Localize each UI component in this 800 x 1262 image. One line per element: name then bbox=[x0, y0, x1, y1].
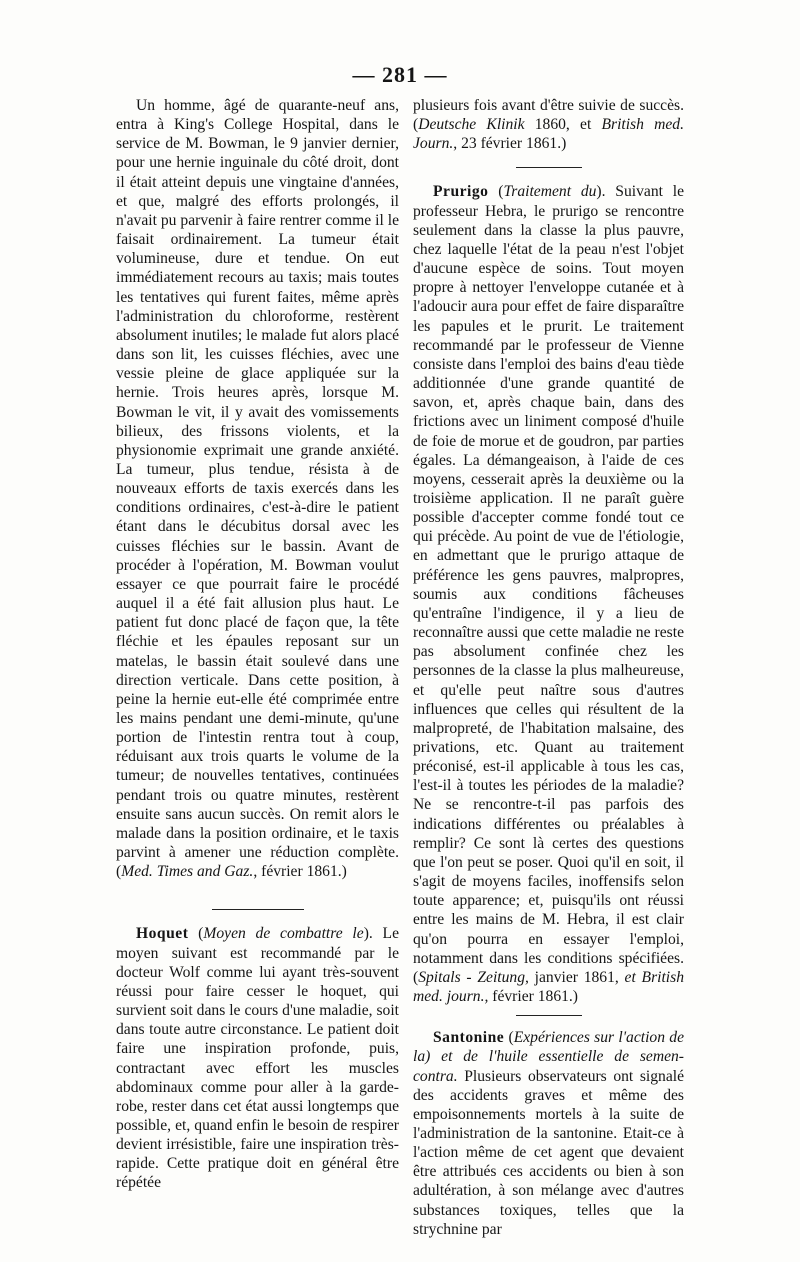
hoquet-body: Le moyen suivant est recommandé par le docteur Wolf comme lui ayant très-souvent réussi pour faire cesser le hoquet, qui survient soit dans le cours d'une maladie, soit dans toute autre circonstance. Le patient doit faire une inspiration profonde, puis, contractant avec effort les muscles abdominaux comme pour aller à la garde-robe, rester dans cet état aussi longtemps que possible, et, quand enfin le besoin de respirer devient irrésistible, faire une inspiration très-rapide. Cette pratique doit en général être répétée bbox=[116, 925, 400, 1192]
left-column bbox=[116, 96, 399, 1193]
prurigo-citation-date: février 1861.) bbox=[488, 988, 579, 1006]
section-divider bbox=[516, 1015, 582, 1016]
prurigo-citation-1: Spitals - Zeitung, bbox=[418, 968, 529, 986]
hoquet-subtitle: Moyen de combattre le bbox=[203, 925, 364, 943]
prurigo-body: Suivant le professeur Hebra, le prurigo se rencontre seulement dans la classe la plus pauvre, chez laquelle l'état de la peau n'est l'objet d'aucune espèce de soins. Tout moyen propre à nettoyer l'enveloppe cutanée et à l'adoucir aura pour effet de faire disparaître les papules et le prurit. Le traitement recommandé par le professeur de Vienne consiste dans l'emploi des bains d'eau tiède additionnée d'une grande quantité de savon, et, après chaque bain, dans des frictions avec un liniment composé d'huile de foie de morue et de goudron, par parties égales. La démangeaison, à l'aide de ces moyens, cesserait après la deuxième ou la troisième application. Il ne paraît guère possible d'accepter comme fondé tout ce qui précède. Au point de vue de l'étiologie, en admettant que le prurigo attaque de préférence les gens pauvres, malpropres, soumis aux conditions fâcheuses qu'entraîne l'indigence, il y a lieu de reconnaître aussi que cette maladie ne reste pas absolument confinée chez les personnes de la classe la plus malheureuse, et qu'elle peut naître sous d'autres influences que celles qui résultent de la malpropreté, de l'habitation malsaine, des privations, etc. Quant au traitement préconisé, est-il applicable à tous les cas, l'est-il à toutes les périodes de la maladie? Ne se rencontre-t-il pas parfois des indications différentes ou préalables à remplir? Ce sont là certes des questions que l'on peut se poser. Quoi qu'il en soit, il s'agit de moyens faciles, inoffensifs selon toute apparence; et, puisqu'ils ont réussi entre les mains de M. Hebra, il est clair qu'on pourra en essayer l'emploi, notamment dans les conditions spécifiées. ( bbox=[413, 183, 684, 986]
continuation-date: , 23 février 1861.) bbox=[453, 135, 567, 153]
section-divider bbox=[212, 909, 304, 910]
prurigo-paren-close: ). bbox=[596, 183, 606, 201]
santonine-subtitle: Expériences sur l'action de la) et de l'huile essentielle de semen-contra. bbox=[413, 1029, 685, 1085]
hernia-text: Un homme, âgé de quarante-neuf ans, entra à King's College Hospital, dans le service de M. Bowman, le 9 janvier dernier, pour une hernie inguinale du côté droit, dont il était atteint depuis une vingtaine d'années, et que, malgré des efforts prolongés, il n'avait pu parvenir à faire rentrer comme il le faisait ordinairement. La tumeur était volumineuse, dure et tendue. On eut immédiatement recours au taxis; mais toutes les tentatives qui furent faites, même après l'administration du chloroforme, restèrent absolument inutiles; le malade fut alors placé dans son lit, les cuisses fléchies, avec une vessie pleine de glace appliquée sur la hernie. Trois heures après, lorsque M. Bowman le vit, il y avait des vomissements bilieux, des frissons violents, et la physionomie exprimait une grande anxiété. La tumeur, plus tendue, résista à de nouveaux efforts de taxis exercés dans les conditions ordinaires, c'est-à-dire le patient étant dans le décubitus dorsal avec les cuisses fléchies sur le bassin. Avant de procéder à l'opération, M. Bowman voulut essayer ce que pourrait faire le procédé auquel il a été fait allusion plus haut. Le patient fut donc placé de façon que, la tête fléchie et les épaules reposant sur un matelas, le bassin était soulevé dans une direction verticale. Dans cette position, à peine la hernie eut-elle été comprimée entre les mains pendant une demi-minute, qu'une portion de l'intestin rentra tout à coup, réduisant aux trois quarts le volume de la tumeur; de nouvelles tentatives, continuées pendant trois ou quatre minutes, restèrent ensuite sans aucun succès. On remit alors le malade dans la position ordinaire, et le taxis parvint à amener une réduction complète. ( bbox=[116, 97, 399, 881]
prurigo-citation-mid: janvier 1861, bbox=[528, 968, 625, 986]
prurigo-paren-open: ( bbox=[488, 183, 504, 201]
santonine-body: Plusieurs observateurs ont signalé des accidents graves et même des empoisonnements mortels à la suite de l'administration de la santonine. Etait-ce à l'action même de cet agent que devaient être attribués ces accidents ou bien à son adultération, à son mélange avec d'autres substances toxiques, telles que la strychnine par bbox=[413, 1067, 684, 1238]
prurigo-citation-2: et British med. journ., bbox=[413, 968, 685, 1006]
prurigo-section bbox=[413, 182, 684, 1006]
hoquet-section bbox=[116, 924, 399, 1192]
continuation-citation-2: British med. Journ. bbox=[413, 116, 684, 153]
prurigo-heading: Prurigo bbox=[433, 183, 489, 201]
santonine-heading: Santonine bbox=[433, 1029, 505, 1047]
continuation-citation-1: Deutsche Klinik bbox=[418, 116, 525, 134]
page-number: — 281 — bbox=[352, 62, 448, 87]
hernia-citation-date: , février 1861.) bbox=[253, 863, 347, 881]
continuation-mid: 1860, et bbox=[524, 116, 602, 134]
hernia-citation: Med. Times and Gaz. bbox=[121, 863, 254, 881]
continuation-paragraph bbox=[413, 96, 684, 153]
prurigo-subtitle: Traitement du bbox=[503, 183, 597, 201]
santonine-paren-open: ( bbox=[504, 1029, 514, 1047]
hernia-case-paragraph bbox=[116, 96, 399, 881]
hoquet-paren-close: ). bbox=[363, 925, 373, 943]
santonine-section bbox=[413, 1028, 684, 1239]
hoquet-heading: Hoquet bbox=[136, 925, 189, 943]
section-divider bbox=[516, 167, 582, 168]
continuation-text: plusieurs fois avant d'être suivie de succès. ( bbox=[413, 97, 684, 134]
right-column bbox=[413, 96, 684, 1239]
hoquet-paren-open: ( bbox=[188, 925, 204, 943]
